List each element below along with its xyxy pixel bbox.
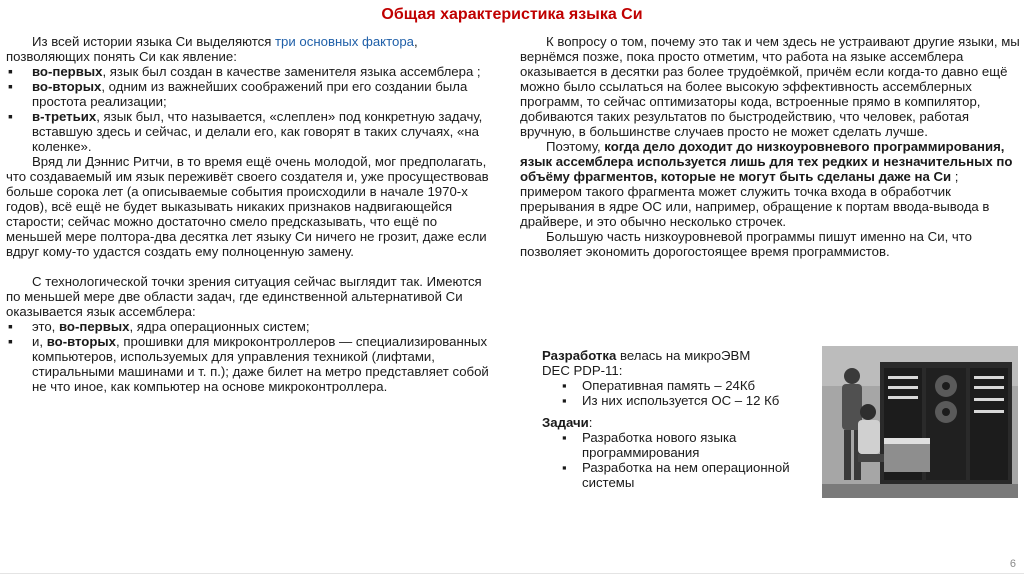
assembler-paragraph: К вопросу о том, почему это так и чем здесь не устраивают другие языки, мы вернёмся позже, пока просто отметим, что работа на языке ассемблера оказывается в десятки раз более трудоёмкой, причём если когда-то давно ещё можно было ссылаться на более высокую эффективность ассемблерных программ, то сейчас оптимизаторы кода, встроенные прямо в компилятор, добиваются таких результатов по быстродействию, что человек, работая вручную, в большинстве случаев просто не может сделать лучше. (520, 34, 1020, 139)
right-column (520, 34, 1020, 259)
domain-prefix: и, (32, 334, 47, 349)
domain-label: во-вторых (46, 334, 117, 349)
factors-list (6, 64, 494, 154)
list-item: ▪ Разработка на нем операционной системы (542, 460, 812, 490)
list-item (6, 334, 494, 394)
list-item (6, 109, 494, 154)
list-item: ▪ Разработка нового языка программирования (542, 430, 812, 460)
list-item (6, 79, 494, 109)
lowlevel-prefix: Поэтому, (546, 139, 605, 154)
tasks-label: Задачи (542, 415, 589, 430)
summary-paragraph: Большую часть низкоуровневой программы пишут именно на Си, что позволяет экономить дорогостоящее время программистов. (520, 229, 972, 259)
tasks-list (542, 430, 812, 490)
machine-specs-list (542, 378, 812, 408)
factor-text: , язык был создан в качестве заменителя языка ассемблера ; (102, 64, 481, 79)
domain-text: , ядра операционных систем; (129, 319, 310, 334)
list-item (6, 319, 494, 334)
development-block (542, 348, 812, 490)
ritchie-paragraph: Вряд ли Дэннис Ритчи, в то время ещё очень молодой, мог предполагать, что создаваемый им язык переживёт своего создателя и, уже просуществовав больше сорока лет (а описываемые события происходили в начале 1970-х годов), всё ещё не будет выказывать никаких признаков надвигающейся старости; сейчас можно достаточно смело предсказывать, что ещё по меньшей мере полтора-два десятка лет языку Си ничего не грозит, даже если вдруг кому-то удастся создать ему полноценную замену. (6, 154, 489, 259)
factor-label: в-третьих (32, 109, 97, 124)
factor-label: во-первых (32, 64, 103, 79)
factor-label: во-вторых (32, 79, 102, 94)
tasks-heading (542, 415, 812, 430)
list-item (6, 64, 494, 79)
list-item: ▪ Оперативная память – 24Кб (542, 378, 812, 393)
tasks-colon: : (588, 415, 593, 430)
intro-text-end: , позволяющих понять Си как явление: (6, 34, 418, 64)
development-text: велась на микроЭВМ (616, 348, 751, 363)
development-label: Разработка (542, 348, 617, 363)
domain-label: во-первых (59, 319, 130, 334)
pdp11-photo (822, 346, 1018, 498)
domain-prefix: это, (32, 319, 59, 334)
highlight-three-factors: три основных фактора (275, 34, 414, 49)
lowlevel-emphasis: когда дело доходит до низкоуровневого программирования, язык ассемблера используется лишь для тех редких и незначительных по объёму фрагментов, которые не могут быть сделаны даже на Си (520, 139, 1013, 184)
technology-paragraph: С технологической точки зрения ситуация сейчас выглядит так. Имеются по меньшей мере две области задач, где единственной альтернативой Си оказывается язык ассемблера: (6, 274, 482, 319)
development-heading (542, 348, 812, 363)
domain-text: , прошивки для микроконтроллеров — специализированных компьютеров, используемых для управления техникой (лифтами, стиральными машинами и т. п.); даже билет на метро представляет собой не что иное, как компьютер на основе микроконтроллера. (32, 334, 489, 394)
list-item: ▪ Из них используется ОС – 12 Кб (542, 393, 812, 408)
intro-text: Из всей истории языка Си выделяются (32, 34, 276, 49)
page-number: 6 (1009, 558, 1016, 570)
intro-paragraph (6, 34, 494, 64)
development-machine: DEC PDP-11: (542, 363, 623, 378)
lowlevel-paragraph (520, 139, 1020, 229)
domains-list (6, 319, 494, 394)
pdp11-photo-drawing (822, 346, 1018, 498)
slide-title: Общая характеристика языка Си (381, 6, 643, 23)
left-column (6, 34, 494, 394)
lowlevel-text: ; примером такого фрагмента может служить точка входа в обработчик прерывания в ядре ОС или, например, обращение к портам ввода-вывода в драйвере, и это обычно несколько строчек. (520, 169, 990, 229)
factor-text: , одним из важнейших соображений при его создании была простота реализации; (32, 79, 468, 109)
factor-text: , язык был, что называется, «слеплен» под конкретную задачу, вставшую здесь и сейчас, и делали его, как говорят в таких случаях, «на коленке». (32, 109, 483, 154)
